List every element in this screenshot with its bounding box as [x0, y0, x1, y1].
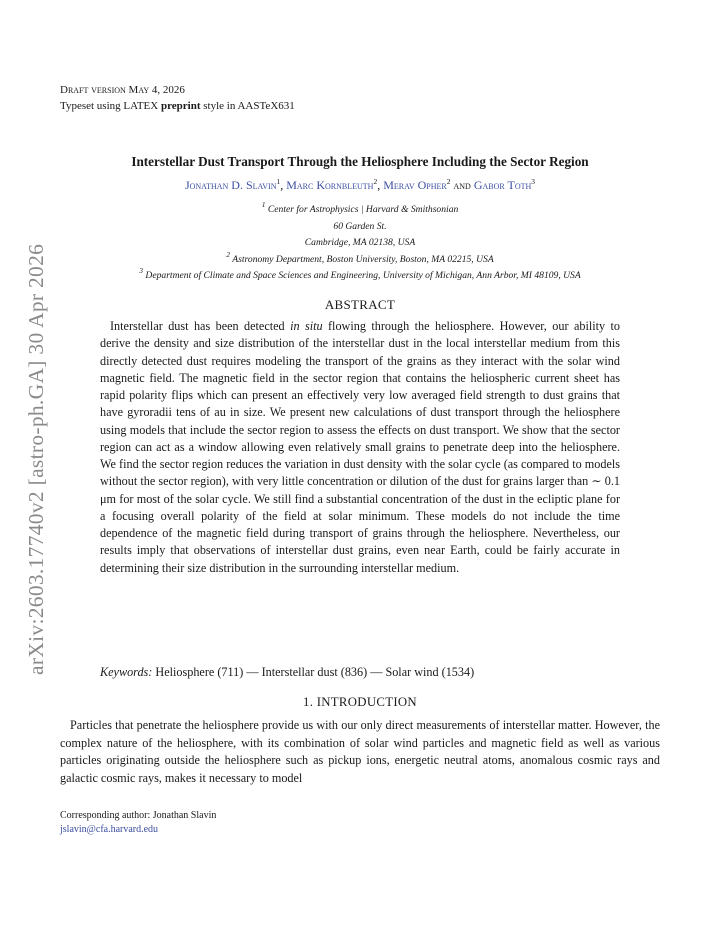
- author-name[interactable]: Marc Kornbleuth: [286, 178, 374, 192]
- abstract-heading: ABSTRACT: [324, 297, 396, 312]
- affil-text: Department of Climate and Space Sciences and Engineering, University of Michigan, Ann Arbor, MI 48109, USA: [145, 270, 581, 281]
- abstract-part: flowing through the heliosphere. However, our ability to derive the density and size distribution of the interstellar dust in the local interstellar medium from this directly detected dust requires modeling the transport of the grains as they interact with the solar wind magnetic field. The magnetic field in the sector region that contains the heliospheric current sheet has rapid polarity flips which can present an effectively very low averaged field strength to dust grains that have gyroradii tens of au in size. We present new calculations of dust transport through the heliosphere using models that include the sector region to assess the effects on dust transport. We show that the sector region can act as a window allowing even relatively small grains to penetrate deep into the heliosphere. We find the sector region reduces the variation in dust density with the solar cycle (as compared to models without the sector region), with very little concentration or dilution of the dust for grains larger than ∼ 0.1 μm for most of the solar cycle. We still find a substantial concentration of the dust in the ecliptic plane for a focusing overall polarity of the field at solar minimum. These models do not include the time dependence of the magnetic field during transport of grains through the heliosphere. Nevertheless, our results imply that observations of interstellar dust grains, even near Earth, could be fairly accurate in determining their size distribution in the surrounding interstellar medium.: [100, 319, 620, 575]
- affil-mark: 2: [226, 249, 231, 259]
- paper-title: Interstellar Dust Transport Through the Heliosphere Including the Sector Region: [131, 154, 589, 169]
- affiliations: [55, 202, 665, 285]
- keywords-label: Keywords:: [100, 665, 153, 679]
- affil-text: Cambridge, MA 02138, USA: [304, 237, 416, 248]
- keywords-text: Heliosphere (711) — Interstellar dust (836) — Solar wind (1534): [152, 665, 475, 679]
- author-separator: and: [450, 178, 474, 192]
- affiliation-line: [55, 235, 665, 252]
- abstract-italic: in situ: [290, 319, 323, 333]
- affil-text: 60 Garden St.: [333, 220, 387, 232]
- author-separator: ,: [377, 178, 384, 192]
- author-name[interactable]: Jonathan D. Slavin: [184, 178, 277, 192]
- author-separator: ,: [280, 178, 287, 192]
- affiliation-line: [55, 202, 665, 219]
- typeset-suffix: style in AASTeX631: [200, 100, 295, 112]
- keywords: [100, 664, 620, 680]
- abstract-text: [100, 318, 620, 577]
- author-affil-mark: 2: [373, 177, 378, 186]
- draft-version: Draft version May 4, 2026: [60, 84, 185, 96]
- abstract-part: Interstellar dust has been detected: [110, 319, 291, 333]
- introduction-text: Particles that penetrate the heliosphere provide us with our only direct measurements of interstellar matter. However, the complex nature of the heliosphere, with its combination of solar wind particles and magnetic field as well as various particles originating outside the heliosphere such as pickup ions, energetic neutral atoms, anomalous cosmic rays and galactic cosmic rays, makes it necessary to model: [60, 718, 660, 785]
- corresponding-author: Corresponding author: Jonathan Slavin: [60, 810, 217, 821]
- typeset-line: [60, 98, 295, 114]
- arxiv-identifier-stamp: [18, 230, 54, 675]
- author-affil-mark: 3: [531, 177, 536, 186]
- affil-text: Center for Astrophysics | Harvard & Smithsonian: [267, 204, 459, 215]
- affiliation-line: [55, 219, 665, 236]
- author-name[interactable]: Merav Opher: [383, 178, 447, 192]
- typeset-preprint: preprint: [160, 100, 201, 112]
- affiliation-line: [55, 268, 665, 285]
- author-affil-mark: 1: [276, 177, 281, 186]
- author-name[interactable]: Gabor Toth: [473, 178, 532, 192]
- email-link[interactable]: jslavin@cfa.harvard.edu: [60, 824, 159, 835]
- affil-text: Astronomy Department, Boston University, Boston, MA 02215, USA: [232, 253, 494, 265]
- author-list: [60, 176, 660, 194]
- affil-mark: 1: [261, 200, 266, 209]
- corresponding-author-footnote: [60, 809, 216, 837]
- draft-header: [60, 82, 295, 114]
- author-affil-mark: 2: [446, 177, 451, 186]
- typeset-prefix: Typeset using: [60, 100, 124, 112]
- section-heading-introduction: 1. INTRODUCTION: [303, 695, 417, 709]
- affil-mark: 3: [139, 266, 144, 275]
- arxiv-stamp-text: arXiv:2603.17740v2 [astro-ph.GA] 30 Apr 2026: [24, 243, 48, 675]
- latex-logo: LATEX: [123, 100, 159, 112]
- affiliation-line: [55, 249, 665, 269]
